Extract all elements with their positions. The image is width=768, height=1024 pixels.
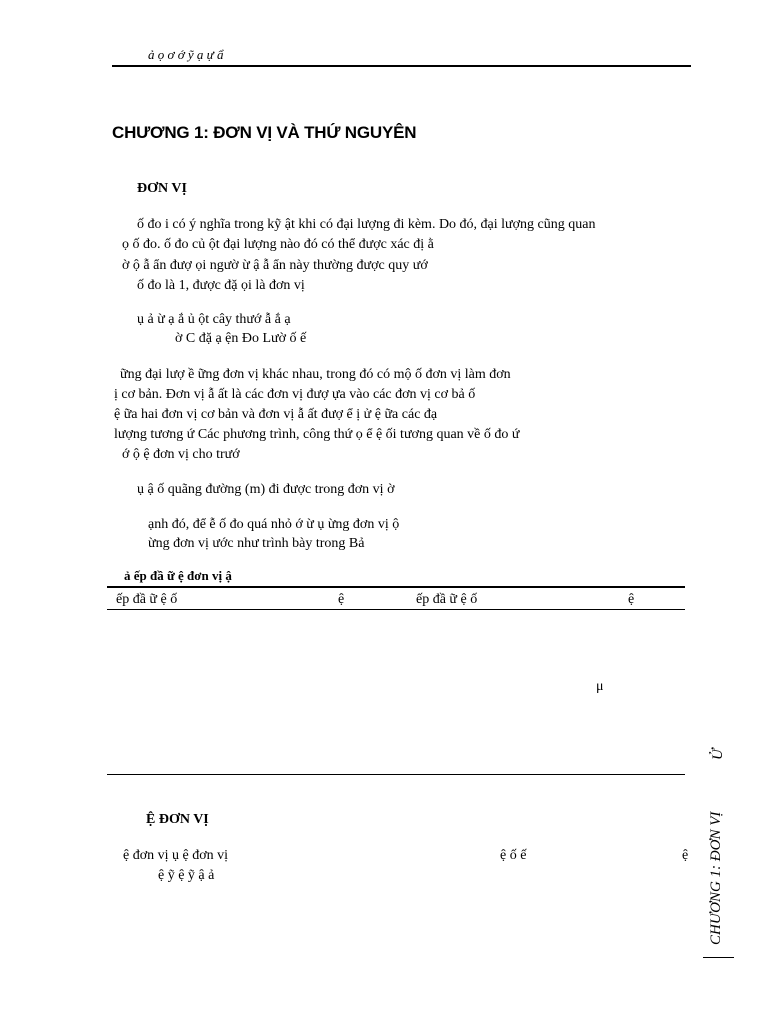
section-heading-units: ĐƠN VỊ <box>137 181 187 196</box>
paragraph-line: ị cơ bản. Đơn vị ẫ ất là các đơn vị đượ ựa vào các đơn vị cơ bả ố <box>114 387 476 402</box>
paragraph-line: lượng tương ứ Các phương trình, công thứ ọ ể ệ ối tương quan về ố đo ứ <box>114 427 520 442</box>
paragraph-line: ững đại lượ ề ững đơn vị khác nhau, trong đó có mộ ố đơn vị làm đơn <box>120 367 511 382</box>
table-bottom-rule <box>107 774 685 775</box>
paragraph-line: ụ ả ừ ạ ắ ủ ột cây thướ ẫ ắ ạ <box>137 312 291 327</box>
paragraph-line: ệ <box>682 848 689 863</box>
paragraph-line: ờ ộ ẫ ẩn đượ ọi ngườ ừ ậ ẫ ẩn này thường được quy ướ <box>122 258 428 273</box>
section-heading-unit-systems: Ệ ĐƠN VỊ <box>146 812 209 827</box>
table-header-prefix: ếp đầ ữ ệ ố <box>116 592 178 607</box>
paragraph-line: ạnh đó, để ễ ố đo quá nhỏ ớ ừ ụ ừng đơn vị ộ <box>148 517 400 532</box>
table-header-prefix-right: ếp đầ ữ ệ ố <box>416 592 478 607</box>
paragraph-speed-example: ụ ậ ố quãng đường (m) đi được trong đơn vị ờ <box>137 482 395 497</box>
paragraph-line: ệ ữa hai đơn vị cơ bản và đơn vị ẫ ất đượ ể ị ử ệ ữa các đạ <box>114 407 438 422</box>
table-top-rule <box>107 586 685 588</box>
paragraph-line: ừng đơn vị ước như trình bày trong Bả <box>148 536 365 551</box>
table-caption: ả ếp đầ ữ ệ đơn vị ậ <box>124 568 232 583</box>
running-header: ả ọ ơ ớ ỹ ạ ự ẩ <box>148 47 224 62</box>
paragraph-line: ệ ỹ ệ ỹ ậ ả <box>158 868 215 883</box>
paragraph-line: ố đo i có ý nghĩa trong kỹ ật khi có đại lượng đi kèm. Do đó, đại lượng cũng quan <box>137 217 596 232</box>
side-tab-rule <box>703 957 734 958</box>
paragraph-line: ố đo là 1, được đặ ọi là đơn vị <box>137 278 305 293</box>
paragraph-line: ớ ộ ệ đơn vị cho trướ <box>122 447 240 462</box>
table-header-symbol-right: ệ <box>628 592 635 607</box>
table-header-rule <box>107 609 685 610</box>
paragraph-line: ọ ố đo. ố đo củ ột đại lượng nào đó có thể được xác đị ằ <box>122 237 434 252</box>
table-header-symbol: ệ <box>338 592 345 607</box>
paragraph-line: ệ đơn vị ụ ệ đơn vị <box>123 848 229 863</box>
side-tab-label: CHƯƠNG 1: ĐƠN VỊ <box>708 811 724 945</box>
paragraph-line: ờ C đặ ạ ện Đo Lườ ố ế <box>175 331 307 346</box>
side-tab-glyph: Ử <box>710 748 726 760</box>
header-rule <box>112 65 691 67</box>
chapter-title: CHƯƠNG 1: ĐƠN VỊ VÀ THỨ NGUYÊN <box>112 123 417 142</box>
paragraph-line: ệ ố ế <box>500 848 527 863</box>
table-cell-micro-symbol: μ <box>596 679 604 694</box>
